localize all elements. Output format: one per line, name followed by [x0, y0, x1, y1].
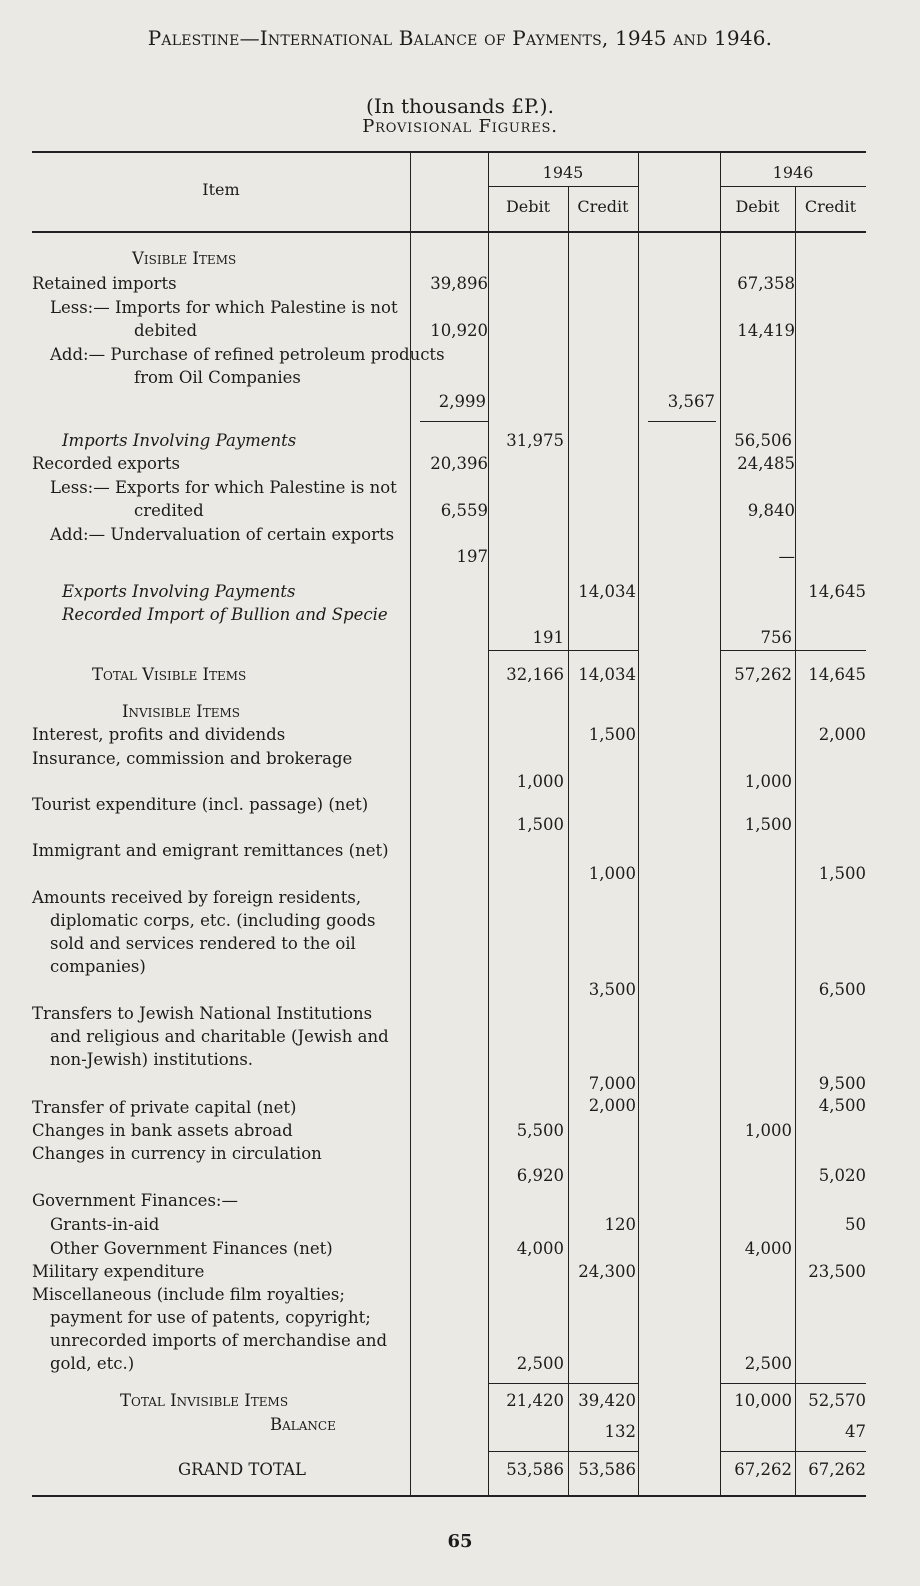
row-label: Transfers to Jewish National Institutions and religious and charitable (Jewish and non-Jewish) institutions.	[32, 1004, 389, 1069]
row-label: Add:— Undervaluation of certain exports	[50, 525, 395, 544]
year-subheader-rule	[720, 186, 866, 187]
cell-1945-credit: 2,000	[588, 1096, 636, 1115]
cell-1945-debit: 32,166	[506, 665, 564, 684]
subtotal-label: Exports Involving Payments	[62, 582, 296, 601]
cell-1945-debit: 5,500	[516, 1121, 564, 1140]
row-label: Military expenditure	[32, 1262, 205, 1281]
sum-rule	[720, 1451, 866, 1452]
cell-1946-debit: 9,840	[747, 501, 795, 520]
cell-1946-credit: 1,500	[818, 864, 866, 883]
sum-rule	[720, 650, 866, 651]
provisional-note: Provisional Figures.	[362, 116, 558, 137]
year-subheader-rule	[488, 186, 638, 187]
cell-1945-credit: 39,420	[578, 1391, 636, 1410]
cell-1945-credit: 3,500	[588, 980, 636, 999]
credit-header-1946: Credit	[804, 197, 857, 216]
cell-1945-debit: 2,999	[438, 392, 486, 411]
cell-1945-credit: 1,000	[516, 772, 564, 791]
row-label: Other Government Finances (net)	[50, 1239, 333, 1258]
section-heading-invisible-items: Invisible Items	[122, 702, 240, 721]
row-label: Retained imports	[32, 274, 177, 293]
cell-1945-debit: 6,559	[440, 501, 488, 520]
sum-rule	[488, 1383, 638, 1384]
cell-1946-credit: 52,570	[808, 1391, 866, 1410]
cell-1945-debit: 53,586	[506, 1460, 564, 1479]
column-rule	[795, 187, 796, 1496]
header-bottom-rule	[32, 231, 866, 233]
cell-1945-credit: 24,300	[578, 1262, 636, 1281]
table-top-rule	[32, 151, 866, 153]
units-subtitle: (In thousands £P.).	[366, 94, 554, 118]
row-label: Grants-in-aid	[50, 1215, 160, 1234]
cell-1945-debit: 21,420	[506, 1391, 564, 1410]
row-label: Recorded exports	[32, 454, 180, 473]
row-label: Less:— Exports for which Palestine is not credited	[50, 478, 397, 520]
row-label: Government Finances:—	[32, 1191, 238, 1210]
balance-label: Balance	[270, 1415, 336, 1434]
cell-1945-debit: 4,000	[516, 1239, 564, 1258]
cell-1946-debit: 14,419	[737, 321, 795, 340]
cell-1946-debit: 67,358	[737, 274, 795, 293]
cell-1945-credit: 53,586	[578, 1460, 636, 1479]
cell-1946-credit: 6,500	[818, 980, 866, 999]
cell-1945-credit: 1,500	[516, 815, 564, 834]
cell-1945-debit: 20,396	[430, 454, 488, 473]
cell-1946-credit: 50	[845, 1215, 866, 1234]
total-label: Total Invisible Items	[120, 1391, 289, 1410]
cell-1946-credit: 9,500	[818, 1074, 866, 1093]
row-label: Less:— Imports for which Palestine is not debited	[50, 298, 398, 340]
row-label: Tourist expenditure (incl. passage) (net)	[32, 795, 369, 814]
cell-1945-credit: 2,500	[516, 1354, 564, 1373]
row-label: Recorded Import of Bullion and Specie	[62, 605, 388, 624]
row-label: Changes in bank assets abroad	[32, 1121, 293, 1140]
cell-1945-debit: 31,975	[506, 431, 564, 450]
cell-1946-debit: 1,500	[744, 815, 792, 834]
table-bottom-rule	[32, 1495, 866, 1497]
row-label: Miscellaneous (include film royalties; payment for use of patents, copyright; unrecorded imports of merchandise and gold, etc.)	[32, 1285, 388, 1373]
section-heading-visible-items: Visible Items	[132, 249, 237, 268]
cell-1945-credit: 1,500	[588, 725, 636, 744]
cell-1946-debit: 67,262	[734, 1460, 792, 1479]
document-title: Palestine—International Balance of Payments, 1945 and 1946.	[147, 26, 773, 50]
credit-header-1945: Credit	[577, 197, 629, 216]
cell-1946-credit: 5,020	[818, 1166, 866, 1185]
cell-1945-credit: 1,000	[588, 864, 636, 883]
cell-1946-credit: 47	[845, 1422, 866, 1441]
page-number: 65	[447, 1531, 473, 1552]
cell-1945-debit: 39,896	[430, 274, 488, 293]
cell-1946-debit: 2,500	[744, 1354, 792, 1373]
cell-1946-debit: 3,567	[667, 392, 715, 411]
cell-1946-credit: 14,645	[808, 665, 866, 684]
cell-1945-credit: 120	[604, 1215, 636, 1234]
year-1946-header: 1946	[772, 163, 814, 182]
cell-1946-credit: 4,500	[818, 1096, 866, 1115]
sum-rule	[488, 650, 638, 651]
cell-1946-credit: 2,000	[818, 725, 866, 744]
debit-header-1945: Debit	[505, 197, 551, 216]
cell-1945-credit: 7,000	[588, 1074, 636, 1093]
row-label: Immigrant and emigrant remittances (net)	[32, 841, 389, 860]
subtotal-label: Imports Involving Payments	[62, 431, 297, 450]
cell-1946-credit: 14,645	[808, 582, 866, 601]
total-label: Total Visible Items	[92, 665, 247, 684]
cell-1946-debit: 24,485	[737, 454, 795, 473]
cell-1946-debit: 1,000	[744, 772, 792, 791]
cell-1946-debit: 57,262	[734, 665, 792, 684]
cell-1946-credit: 67,262	[808, 1460, 866, 1479]
cell-1946-debit: 10,000	[734, 1391, 792, 1410]
cell-1945-debit: 10,920	[430, 321, 488, 340]
row-label: Interest, profits and dividends	[32, 725, 286, 744]
row-label: Transfer of private capital (net)	[32, 1098, 297, 1117]
cell-1945-credit: 14,034	[578, 582, 636, 601]
sum-rule	[720, 1383, 866, 1384]
cell-1946-debit: 756	[760, 628, 792, 647]
cell-1945-credit: 14,034	[578, 665, 636, 684]
cell-1946-credit: 23,500	[808, 1262, 866, 1281]
sum-rule	[648, 421, 716, 422]
row-label: Add:— Purchase of refined petroleum products from Oil Companies	[50, 345, 445, 387]
cell-1946-debit: 4,000	[744, 1239, 792, 1258]
debit-header-1946: Debit	[735, 197, 780, 216]
cell-1945-credit: 132	[604, 1422, 636, 1441]
cell-1945-debit: 197	[456, 547, 488, 566]
cell-1946-debit: —	[778, 547, 795, 566]
row-label: Amounts received by foreign residents, diplomatic corps, etc. (including goods sold and services rendered to the oil companies)	[32, 888, 376, 976]
cell-1945-debit: 191	[532, 628, 564, 647]
cell-1946-debit: 1,000	[744, 1121, 792, 1140]
cell-1945-credit: 6,920	[516, 1166, 564, 1185]
sum-rule	[488, 1451, 638, 1452]
column-rule	[568, 187, 569, 1496]
column-rule	[638, 152, 639, 1496]
sum-rule	[420, 421, 488, 422]
cell-1946-debit: 56,506	[734, 431, 792, 450]
grand-total-label: GRAND TOTAL	[178, 1460, 306, 1479]
year-1945-header: 1945	[542, 163, 584, 182]
row-label: Changes in currency in circulation	[32, 1144, 322, 1163]
row-label: Insurance, commission and brokerage	[32, 749, 353, 768]
item-column-header: Item	[202, 180, 240, 199]
